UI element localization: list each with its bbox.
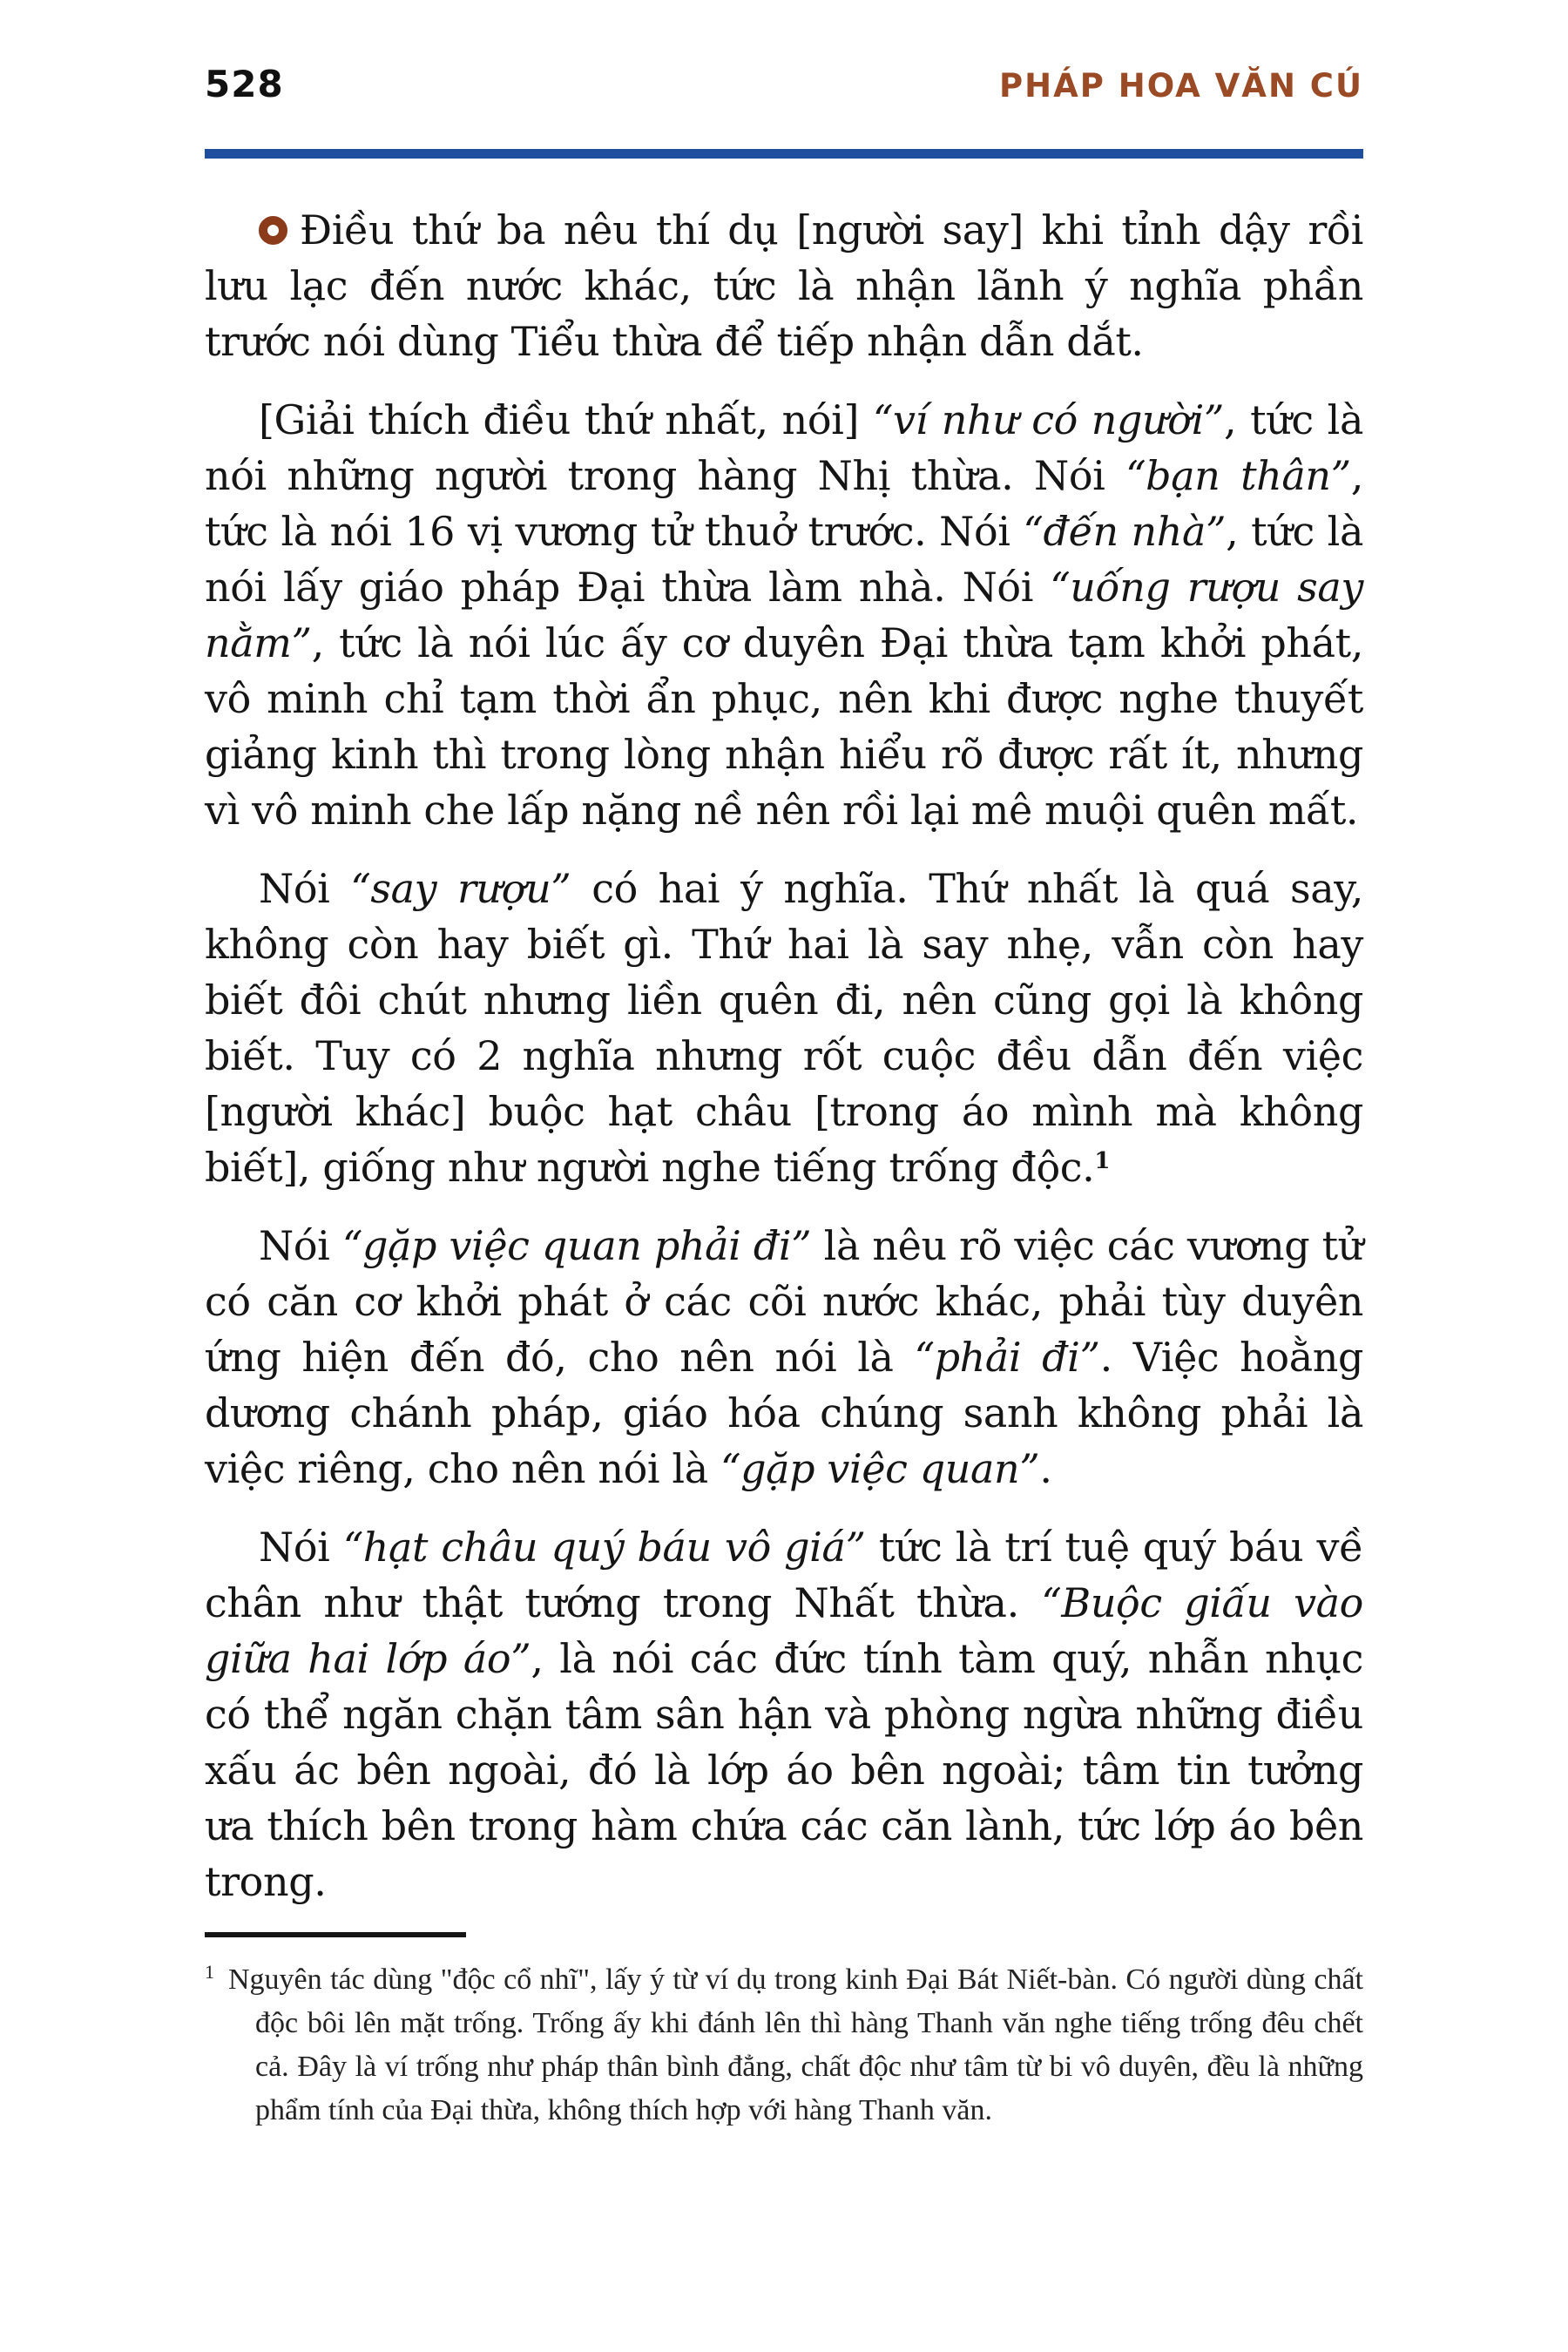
body-text <box>205 202 1363 1909</box>
footnote-reference: 1 <box>1094 1148 1111 1174</box>
text-run: Điều thứ ba nêu thí dụ [người say] khi tỉnh dậy rồi lưu lạc đến nước khác, tức là nhận lãnh ý nghĩa phần trước nói dùng Tiểu thừa để tiếp nhận dẫn dắt. <box>205 206 1363 365</box>
paragraph <box>205 861 1363 1195</box>
italic-run: “gặp việc quan phải đi” <box>341 1222 812 1269</box>
paragraph <box>205 1218 1363 1497</box>
text-run: , tức là nói lúc ấy cơ duyên Đại thừa tạm khởi phát, vô minh chỉ tạm thời ẩn phục, nên khi được nghe thuyết giảng kinh thì trong lòng nhận hiểu rõ được rất ít, nhưng vì vô minh che lấp nặng nề nên rồi lại mê muội quên mất. <box>205 619 1363 834</box>
italic-run: “uống rượu say nằm” <box>205 564 1363 666</box>
paragraph <box>205 202 1363 369</box>
text-run: là nêu rõ việc các vương tử có căn cơ khởi phát ở các cõi nước khác, phải tùy duyên ứng hiện đến đó, cho nên nói là <box>205 1222 1363 1381</box>
footnote <box>205 1958 1363 2132</box>
text-run: tức là trí tuệ quý báu về chân như thật tướng trong Nhất thừa. <box>205 1524 1363 1626</box>
italic-run: “hạt châu quý báu vô giá” <box>342 1524 866 1571</box>
italic-run: “say rượu” <box>350 865 571 912</box>
italic-run: “gặp việc quan” <box>720 1445 1040 1492</box>
page-number: 528 <box>205 63 284 105</box>
text-run: , tức là nói 16 vị vương tử thuở trước. Nói <box>205 452 1363 555</box>
text-run: có hai ý nghĩa. Thứ nhất là quá say, không còn hay biết gì. Thứ hai là say nhẹ, vẫn còn hay biết đôi chút nhưng liền quên đi, nên cũng gọi là không biết. Tuy có 2 nghĩa nhưng rốt cuộc đều dẫn đến việc [người khác] buộc hạt châu [trong áo mình mà không biết], giống như người nghe tiếng trống độc. <box>205 865 1363 1191</box>
italic-run: “đến nhà” <box>1023 508 1227 555</box>
footnote-section <box>205 1932 1363 2132</box>
ring-bullet-icon <box>259 216 287 245</box>
footnote-marker: 1 <box>205 1961 214 1983</box>
text-run: , tức là nói những người trong hàng Nhị thừa. Nói <box>205 396 1363 499</box>
text-run: , là nói các đức tính tàm quý, nhẫn nhục có thể ngăn chặn tâm sân hận và phòng ngừa những điều xấu ác bên ngoài, đó là lớp áo bên ngoài; tâm tin tưởng ưa thích bên trong hàm chứa các căn lành, tức lớp áo bên trong. <box>205 1635 1363 1905</box>
italic-run: “Buộc giấu vào giữa hai lớp áo” <box>205 1579 1363 1682</box>
text-run: [Giải thích điều thứ nhất, nói] <box>259 396 873 443</box>
paragraph <box>205 392 1363 838</box>
text-run: . Việc hoằng dương chánh pháp, giáo hóa chúng sanh không phải là việc riêng, cho nên nói là <box>205 1334 1363 1492</box>
text-run: Nói <box>259 1222 342 1269</box>
running-title: PHÁP HOA VĂN CÚ <box>999 67 1363 105</box>
italic-run: “bạn thân” <box>1125 452 1351 499</box>
italic-run: “ví như có người” <box>872 396 1225 443</box>
page-header <box>205 63 1363 105</box>
text-run: Nói <box>259 865 351 912</box>
header-rule <box>205 149 1363 159</box>
footnote-text: Nguyên tác dùng "độc cổ nhĩ", lấy ý từ ví dụ trong kinh Đại Bát Niết-bàn. Có người dùng chất độc bôi lên mặt trống. Trống ấy khi đánh lên thì hàng Thanh văn nghe tiếng trống đêu chết cả. Đây là ví trống như pháp thân bình đẳng, chất độc như tâm từ bi vô duyên, đều là những phẩm tính của Đại thừa, không thích hợp với hàng Thanh văn. <box>228 1963 1363 2126</box>
text-run: . <box>1039 1445 1052 1492</box>
text-run: , tức là nói lấy giáo pháp Đại thừa làm nhà. Nói <box>205 508 1363 611</box>
paragraph <box>205 1519 1363 1909</box>
italic-run: “phải đi” <box>914 1334 1100 1381</box>
text-run: Nói <box>259 1524 343 1571</box>
footnote-rule <box>205 1932 466 1937</box>
